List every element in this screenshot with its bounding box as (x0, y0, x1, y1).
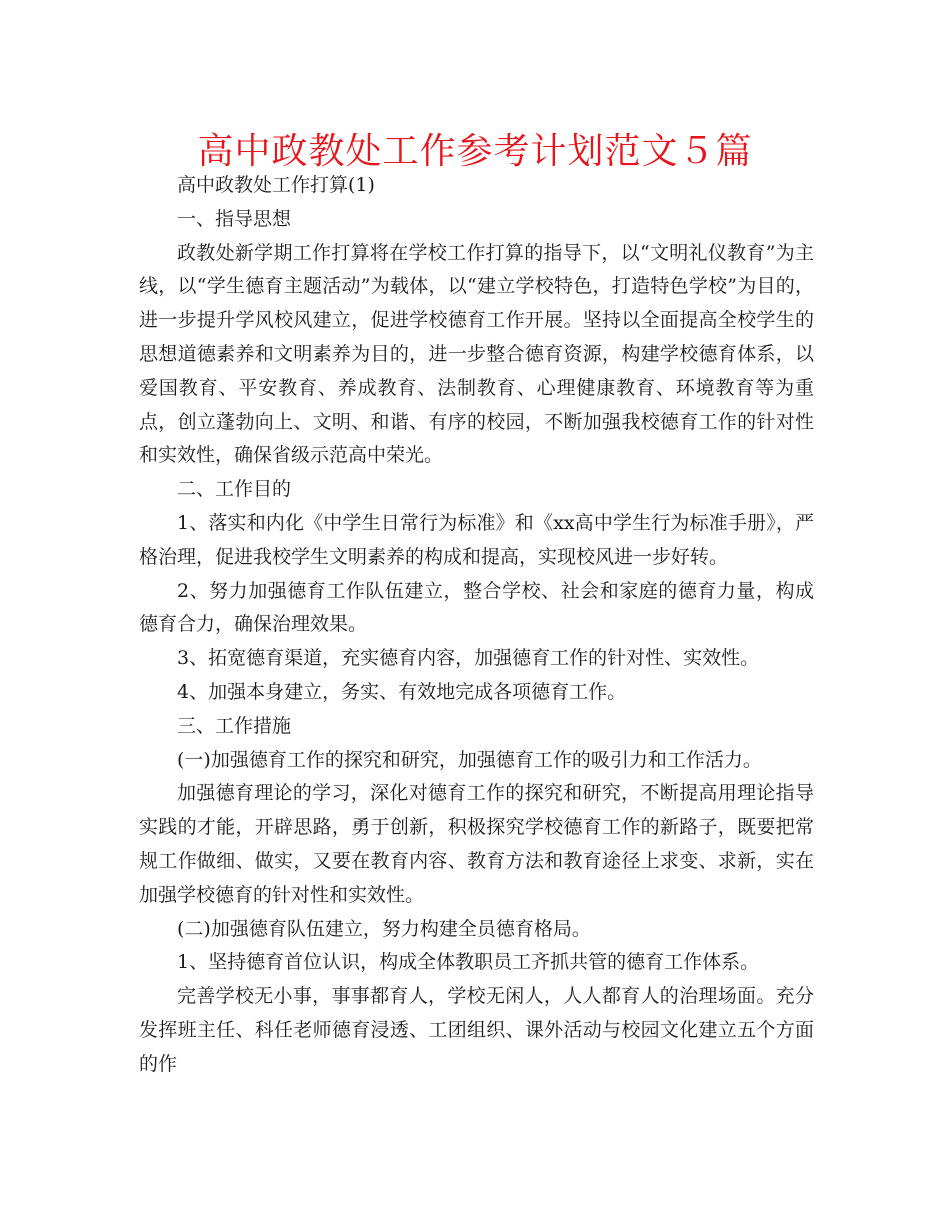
body-paragraph: 3、拓宽德育渠道，充实德育内容，加强德育工作的针对性、实效性。 (177, 647, 760, 670)
section-heading: 二、工作目的 (177, 478, 292, 501)
body-paragraph: 1、落实和内化《中学生日常行为标准》和《xx高中学生行为标准手册》，严格治理，促进我校学生文明素养的构成和提高，实现校风进一步好转。 (139, 511, 814, 568)
body-paragraph: 完善学校无小事，事事都育人，学校无闲人，人人都育人的治理场面。充分发挥班主任、科任老师德育浸透、工团组织、课外活动与校园文化建立五个方面的作 (139, 985, 814, 1075)
body-paragraph: 1、坚持德育首位认识，构成全体教职员工齐抓共管的德育工作体系。 (177, 951, 760, 974)
section-heading: 一、指导思想 (177, 207, 292, 230)
document-body (139, 169, 814, 1082)
subsection-heading: (一)加强德育工作的探究和研究，加强德育工作的吸引力和工作活力。 (177, 748, 762, 771)
document-title: 高中政教处工作参考计划范文５篇 (197, 131, 753, 172)
body-paragraph: 2、努力加强德育工作队伍建立，整合学校、社会和家庭的德育力量，构成德育合力，确保治理效果。 (139, 579, 814, 636)
section-heading: 三、工作措施 (177, 714, 292, 737)
body-paragraph: 政教处新学期工作打算将在学校工作打算的指导下，以“文明礼仪教育”为主线，以“学生德育主题活动”为载体，以“建立学校特色，打造特色学校”为目的，进一步提升学风校风建立，促进学校德育工作开展。坚持以全面提高全校学生的思想道德素养和文明素养为目的，进一步整合德育资源，构建学校德育体系，以爱国教育、平安教育、养成教育、法制教育、心理健康教育、环境教育等为重点，创立蓬勃向上、文明、和谐、有序的校园，不断加强我校德育工作的针对性和实效性，确保省级示范高中荣光。 (139, 241, 814, 467)
body-paragraph: 4、加强本身建立，务实、有效地完成各项德育工作。 (177, 680, 627, 703)
subsection-heading: (二)加强德育队伍建立，努力构建全员德育格局。 (177, 917, 591, 940)
section-heading: 高中政教处工作打算(1) (177, 174, 375, 196)
body-paragraph: 加强德育理论的学习，深化对德育工作的探究和研究，不断提高用理论指导实践的才能，开辟思路，勇于创新，积极探究学校德育工作的新路子，既要把常规工作做细、做实，又要在教育内容、教育方法和教育途径上求变、求新，实在加强学校德育的针对性和实效性。 (139, 782, 814, 906)
